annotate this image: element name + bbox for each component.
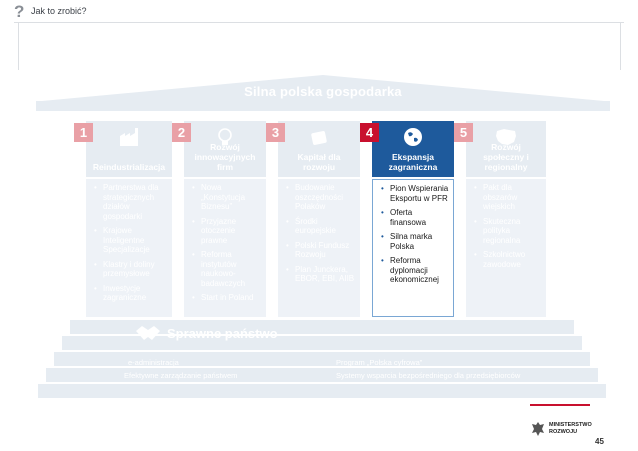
globe-icon	[402, 126, 424, 148]
list-item: • Reforma dyplomacji ekonomicznej	[381, 256, 449, 285]
base-item: Systemy wsparcia bezpośredniego dla przedsiębiorców	[336, 371, 521, 380]
column-title-5: Rozwój społeczny i regionalny	[483, 142, 529, 172]
list-item: • Przyjazne otoczenie prawne	[192, 217, 262, 246]
roof-title: Silna polska gospodarka	[244, 84, 402, 99]
list-item: • Pion Wspierania Eksportu w PFR	[381, 184, 449, 203]
list-item: • Skuteczna polityka regionalna	[474, 217, 542, 246]
list-item: • Krajowe Inteligentne Specjalizacje	[94, 226, 168, 255]
column-header-2	[177, 121, 266, 177]
column-body-5	[466, 179, 546, 317]
column-body-1	[86, 179, 172, 317]
list-item: • Szkolnictwo zawodowe	[474, 250, 542, 269]
column-title-1: Reindustrializacja	[92, 162, 166, 172]
ministry-line-1: MINISTERSTWO	[549, 422, 592, 428]
column-title-3: Kapitał dla rozwoju	[297, 152, 341, 172]
base-item: e-administracja	[128, 358, 179, 367]
question-icon: ?	[14, 2, 25, 21]
column-title-2: Rozwój innowacyjnych firm	[194, 142, 256, 172]
list-item: • Pakt dla obszarów wiejskich	[474, 183, 542, 212]
column-number-4: 4	[360, 123, 379, 142]
list-item: • Budowanie oszczędności Polaków	[286, 183, 356, 212]
page-title: Jak to zrobić?	[31, 6, 87, 16]
list-item: • Klastry i doliny przemysłowe	[94, 260, 168, 279]
column-header-4	[365, 121, 454, 177]
column-header-1	[79, 121, 172, 177]
column-number-3: 3	[266, 123, 285, 142]
list-item: • Reforma instytutów naukowo-badawczych	[192, 250, 262, 288]
roof	[32, 71, 614, 115]
list-item: • Inwestycje zagraniczne	[94, 284, 168, 303]
column-title-4: Ekspansja zagraniczna	[388, 152, 438, 172]
page-number: 45	[595, 437, 604, 446]
column-body-2	[184, 179, 266, 317]
column-header-5	[459, 121, 546, 177]
base-item: Program „Polska cyfrowa”	[336, 358, 423, 367]
ministry-line-2: ROZWOJU	[549, 428, 578, 435]
column-number-5: 5	[454, 123, 473, 142]
money-icon	[308, 126, 330, 148]
right-frame-line	[620, 22, 621, 70]
list-item: • Silna marka Polska	[381, 232, 449, 251]
list-item: • Oferta finansowa	[381, 208, 449, 227]
column-header-3	[271, 121, 360, 177]
column-number-2: 2	[172, 123, 191, 142]
list-item: • Polski Fundusz Rozwoju	[286, 241, 356, 260]
list-item: • Start in Poland	[192, 293, 262, 303]
base-item: Efektywne zarządzanie państwem	[124, 371, 238, 380]
column-number-1: 1	[74, 123, 93, 142]
left-frame-line	[18, 22, 19, 70]
base-title: Sprawne państwo	[167, 326, 278, 341]
header-divider	[14, 22, 624, 23]
list-item: • Plan Junckera, EBOR, EBI, AIIB	[286, 265, 356, 284]
list-item: • Partnerstwa dla strategicznych działów gospodarki	[94, 183, 168, 221]
list-item: • Nowa „Konstytucja Biznesu”	[192, 183, 262, 212]
brand-red-line	[530, 404, 590, 406]
handshake-icon	[135, 324, 161, 342]
factory-icon	[118, 126, 140, 148]
column-body-3	[278, 179, 360, 317]
base-step-5	[38, 384, 606, 398]
column-body-4	[372, 179, 454, 317]
eagle-emblem-icon	[531, 421, 545, 437]
ministry-logo	[549, 422, 592, 435]
list-item: • Środki europejskie	[286, 217, 356, 236]
